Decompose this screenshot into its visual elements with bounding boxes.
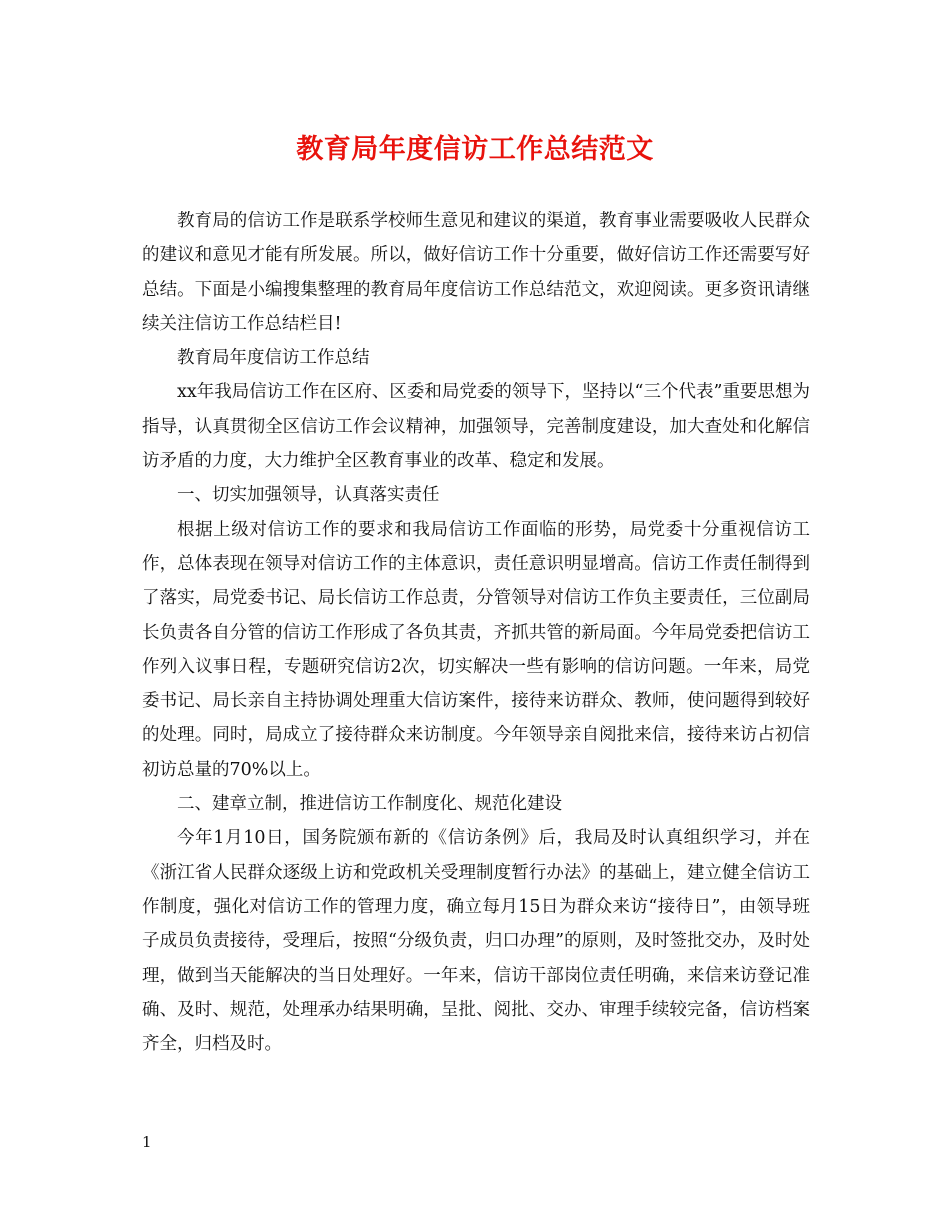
page-number: 1 bbox=[142, 1133, 152, 1151]
section-heading-regulations: 二、建章立制，推进信访工作制度化、规范化建设 bbox=[177, 794, 562, 815]
overview-paragraph: xx年我局信访工作在区府、区委和局党委的领导下，坚持以“三个代表”重要思想为指导，认真贯彻全区信访工作会议精神，加强领导，完善制度建设，加大查处和化解信访矛盾的力度，大力维护全区教育事业的改革、稳定和发展。 bbox=[142, 382, 810, 472]
leadership-paragraph: 根据上级对信访工作的要求和我局信访工作面临的形势，局党委十分重视信访工作，总体表现在领导对信访工作的主体意识，责任意识明显增高。信访工作责任制得到了落实，局党委书记、局长信访工作总责，分管领导对信访工作负主要责任，三位副局长负责各自分管的信访工作形成了各负其责，齐抓共管的新局面。今年局党委把信访工作列入议事日程，专题研究信访2次，切实解决一些有影响的信访问题。一年来，局党委书记、局长亲自主持协调处理重大信访案件，接待来访群众、教师，使问题得到较好的处理。同时，局成立了接待群众来访制度。今年领导亲自阅批来信，接待来访占初信初访总量的70%以上。 bbox=[142, 519, 810, 780]
intro-paragraph: 教育局的信访工作是联系学校师生意见和建议的渠道，教育事业需要吸收人民群众的建议和意见才能有所发展。所以，做好信访工作十分重要，做好信访工作还需要写好总结。下面是小编搜集整理的教育局年度信访工作总结范文，欢迎阅读。更多资讯请继续关注信访工作总结栏目! bbox=[142, 211, 810, 334]
document-body bbox=[142, 204, 810, 1061]
document-title: 教育局年度信访工作总结范文 bbox=[296, 134, 654, 165]
regulations-paragraph: 今年1月10日，国务院颁布新的《信访条例》后，我局及时认真组织学习，并在《浙江省人民群众逐级上访和党政机关受理制度暂行办法》的基础上，建立健全信访工作制度，强化对信访工作的管理力度，确立每月15日为群众来访“接待日”，由领导班子成员负责接待，受理后，按照“分级负责，归口办理”的原则，及时签批交办，及时处理，做到当天能解决的当日处理好。一年来，信访干部岗位责任明确，来信来访登记准确、及时、规范，处理承办结果明确，呈批、阅批、交办、审理手续较完备，信访档案齐全，归档及时。 bbox=[142, 828, 810, 1055]
section-heading-summary: 教育局年度信访工作总结 bbox=[177, 348, 370, 369]
section-heading-leadership: 一、切实加强领导，认真落实责任 bbox=[177, 485, 440, 506]
